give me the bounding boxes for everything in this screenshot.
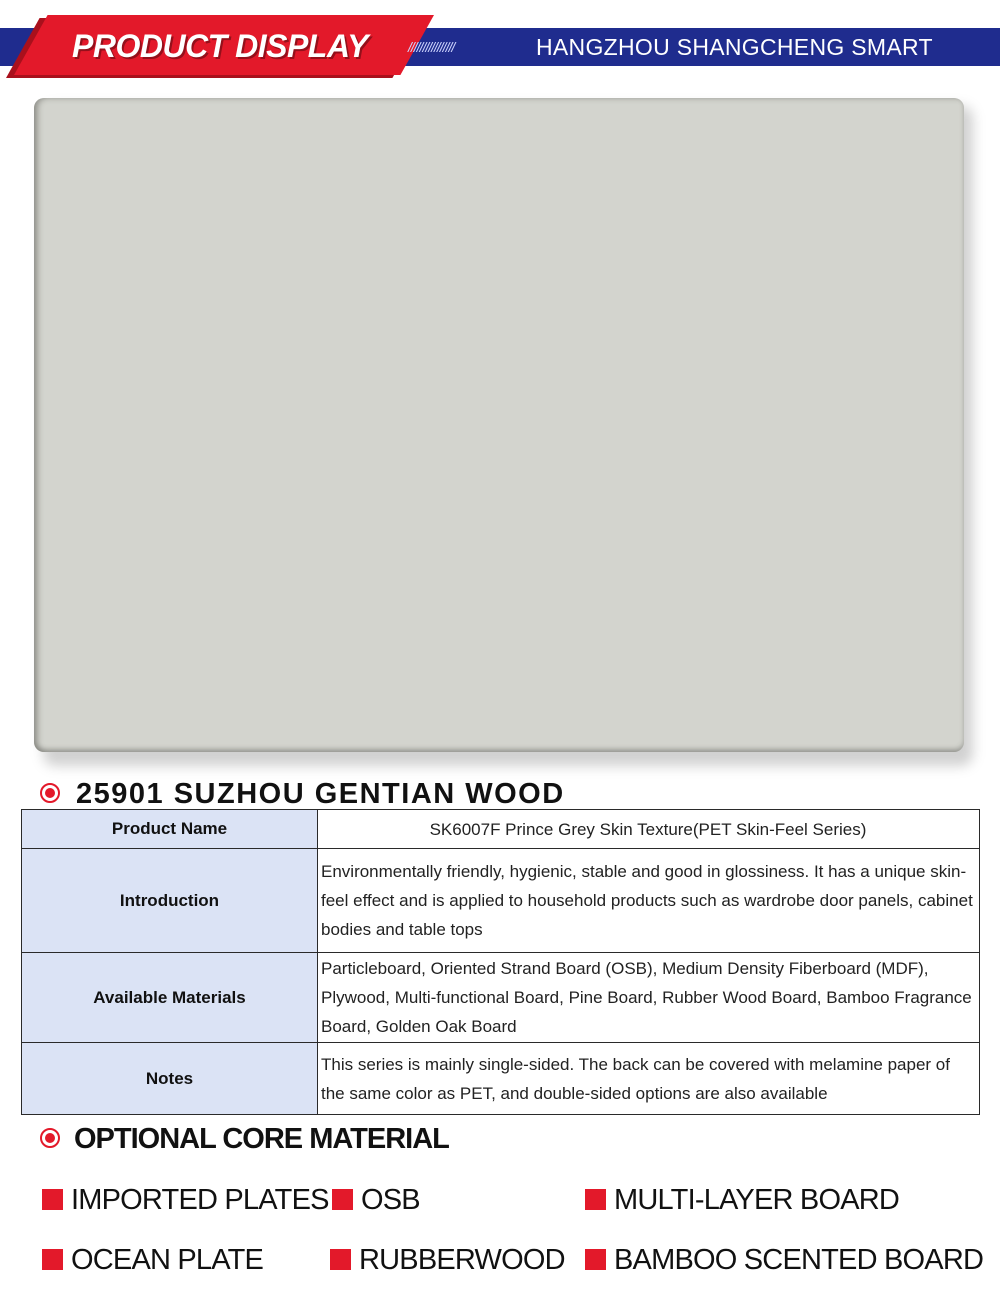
red-square-icon [585, 1249, 606, 1270]
core-item-label: RUBBERWOOD [359, 1244, 565, 1276]
table-row [22, 849, 980, 953]
red-square-icon [42, 1249, 63, 1270]
core-item-label: MULTI-LAYER BOARD [614, 1184, 900, 1216]
row-value-notes: This series is mainly single-sided. The back can be covered with melamine paper of the same color as PET, and double-sided options are also available [318, 1043, 980, 1115]
red-square-icon [42, 1189, 63, 1210]
row-value-available-materials: Particleboard, Oriented Strand Board (OSB), Medium Density Fiberboard (MDF), Plywood, Multi-functional Board, Pine Board, Rubber Wood Board, Bamboo Fragrance Board, Golden Oak Board [318, 953, 980, 1043]
banner-slash-decoration: //////////////// [408, 39, 455, 55]
core-material-heading: OPTIONAL CORE MATERIAL [74, 1123, 449, 1155]
row-value-introduction: Environmentally friendly, hygienic, stable and good in glossiness. It has a unique skin-feel effect and is applied to household products such as wardrobe door panels, cabinet bodies and table tops [318, 849, 980, 953]
row-label-available-materials: Available Materials [22, 953, 318, 1043]
red-square-icon [332, 1189, 353, 1210]
product-swatch-image [34, 98, 964, 752]
row-value-product-name: SK6007F Prince Grey Skin Texture(PET Skin-Feel Series) [318, 810, 980, 849]
core-item-label: OSB [361, 1184, 420, 1216]
spec-table [21, 809, 980, 1115]
row-label-notes: Notes [22, 1043, 318, 1115]
table-row [22, 1043, 980, 1115]
core-item-label: BAMBOO SCENTED BOARD [614, 1244, 984, 1276]
table-row [22, 953, 980, 1043]
core-item-label: IMPORTED PLATES [71, 1184, 329, 1216]
core-item-label: OCEAN PLATE [71, 1244, 264, 1276]
red-square-icon [330, 1249, 351, 1270]
red-square-icon [585, 1189, 606, 1210]
bullet-circle-icon [40, 1128, 60, 1148]
table-row [22, 810, 980, 849]
bullet-circle-icon [40, 783, 60, 803]
banner-title: PRODUCT DISPLAY [72, 28, 368, 64]
product-heading: 25901 SUZHOU GENTIAN WOOD [76, 778, 565, 810]
row-label-introduction: Introduction [22, 849, 318, 953]
row-label-product-name: Product Name [22, 810, 318, 849]
company-name: HANGZHOU SHANGCHENG SMART HOME [536, 34, 933, 98]
